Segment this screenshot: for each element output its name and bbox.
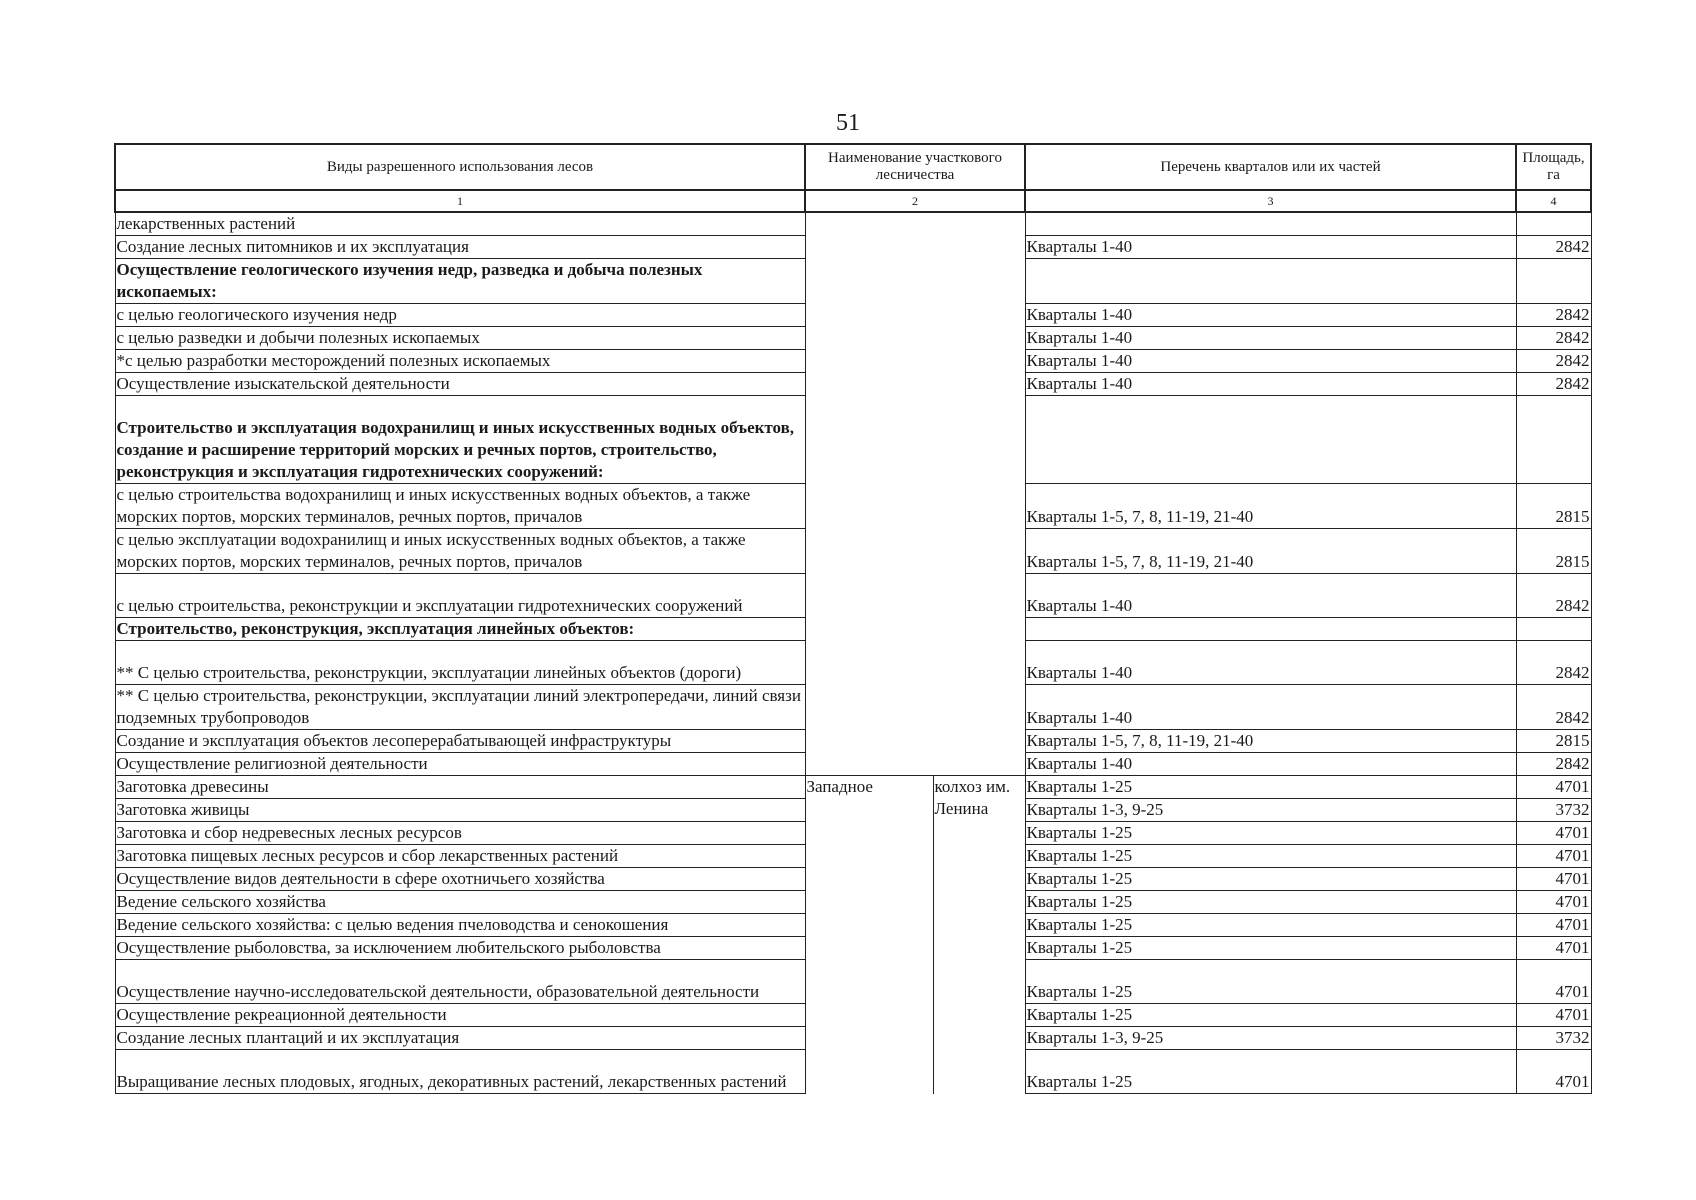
cell-use-kind: Строительство, реконструкция, эксплуатация линейных объектов: bbox=[115, 618, 805, 641]
cell-quarters: Кварталы 1-25 bbox=[1025, 914, 1516, 937]
cell-area: 2842 bbox=[1516, 327, 1591, 350]
cell-area: 4701 bbox=[1516, 868, 1591, 891]
header-num-4: 4 bbox=[1516, 190, 1591, 212]
cell-area: 2815 bbox=[1516, 730, 1591, 753]
header-num-1: 1 bbox=[115, 190, 805, 212]
cell-use-kind: Заготовка древесины bbox=[115, 776, 805, 799]
cell-quarters: Кварталы 1-5, 7, 8, 11-19, 21-40 bbox=[1025, 529, 1516, 574]
cell-area: 2815 bbox=[1516, 484, 1591, 529]
cell-forestry-local: колхоз им. Ленина bbox=[933, 776, 1025, 1094]
cell-quarters: Кварталы 1-5, 7, 8, 11-19, 21-40 bbox=[1025, 484, 1516, 529]
cell-use-kind: Ведение сельского хозяйства bbox=[115, 891, 805, 914]
cell-use-kind: Заготовка пищевых лесных ресурсов и сбор лекарственных растений bbox=[115, 845, 805, 868]
cell-quarters: Кварталы 1-25 bbox=[1025, 776, 1516, 799]
cell-quarters: Кварталы 1-40 bbox=[1025, 350, 1516, 373]
cell-area: 2815 bbox=[1516, 529, 1591, 574]
header-quarters: Перечень кварталов или их частей bbox=[1025, 144, 1516, 190]
cell-quarters: Кварталы 1-5, 7, 8, 11-19, 21-40 bbox=[1025, 730, 1516, 753]
cell-quarters: Кварталы 1-25 bbox=[1025, 891, 1516, 914]
cell-quarters: Кварталы 1-3, 9-25 bbox=[1025, 1027, 1516, 1050]
cell-area: 2842 bbox=[1516, 236, 1591, 259]
cell-area bbox=[1516, 212, 1591, 236]
cell-use-kind: лекарственных растений bbox=[115, 212, 805, 236]
cell-area: 2842 bbox=[1516, 373, 1591, 396]
cell-area bbox=[1516, 259, 1591, 304]
cell-area: 2842 bbox=[1516, 304, 1591, 327]
cell-use-kind: Осуществление научно-исследовательской деятельности, образовательной деятельности bbox=[115, 960, 805, 1004]
cell-use-kind: Создание лесных плантаций и их эксплуатация bbox=[115, 1027, 805, 1050]
table-row bbox=[115, 776, 1591, 799]
cell-area: 4701 bbox=[1516, 937, 1591, 960]
cell-area: 4701 bbox=[1516, 1050, 1591, 1094]
cell-quarters: Кварталы 1-40 bbox=[1025, 373, 1516, 396]
cell-quarters: Кварталы 1-25 bbox=[1025, 868, 1516, 891]
cell-area: 3732 bbox=[1516, 1027, 1591, 1050]
cell-quarters bbox=[1025, 396, 1516, 484]
cell-use-kind: Осуществление религиозной деятельности bbox=[115, 753, 805, 776]
cell-area: 4701 bbox=[1516, 1004, 1591, 1027]
header-forestry: Наименование участкового лесничества bbox=[805, 144, 1025, 190]
cell-area: 2842 bbox=[1516, 350, 1591, 373]
cell-area: 4701 bbox=[1516, 776, 1591, 799]
forest-use-table bbox=[114, 143, 1592, 1094]
cell-use-kind: с целью строительства водохранилищ и иных искусственных водных объектов, а также морских портов, морских терминалов, речных портов, причалов bbox=[115, 484, 805, 529]
cell-quarters bbox=[1025, 212, 1516, 236]
cell-use-kind: Создание лесных питомников и их эксплуатация bbox=[115, 236, 805, 259]
cell-area: 4701 bbox=[1516, 914, 1591, 937]
cell-quarters: Кварталы 1-25 bbox=[1025, 822, 1516, 845]
cell-use-kind: Ведение сельского хозяйства: с целью ведения пчеловодства и сенокошения bbox=[115, 914, 805, 937]
table-row bbox=[115, 212, 1591, 236]
cell-area: 3732 bbox=[1516, 799, 1591, 822]
cell-quarters bbox=[1025, 618, 1516, 641]
cell-use-kind: с целью эксплуатации водохранилищ и иных искусственных водных объектов, а также морских портов, морских терминалов, речных портов, причалов bbox=[115, 529, 805, 574]
cell-use-kind: Осуществление геологического изучения недр, разведка и добыча полезных ископаемых: bbox=[115, 259, 805, 304]
cell-use-kind: с целью разведки и добычи полезных ископаемых bbox=[115, 327, 805, 350]
cell-forestry-district: Западное bbox=[805, 776, 933, 1094]
cell-use-kind: Заготовка живицы bbox=[115, 799, 805, 822]
cell-area: 2842 bbox=[1516, 574, 1591, 618]
cell-forestry-previous bbox=[805, 212, 1025, 776]
cell-use-kind: с целью геологического изучения недр bbox=[115, 304, 805, 327]
cell-quarters: Кварталы 1-3, 9-25 bbox=[1025, 799, 1516, 822]
cell-use-kind: Выращивание лесных плодовых, ягодных, декоративных растений, лекарственных растений bbox=[115, 1050, 805, 1094]
cell-area: 4701 bbox=[1516, 822, 1591, 845]
header-num-3: 3 bbox=[1025, 190, 1516, 212]
cell-quarters: Кварталы 1-25 bbox=[1025, 1004, 1516, 1027]
cell-use-kind: Создание и эксплуатация объектов лесоперерабатывающей инфраструктуры bbox=[115, 730, 805, 753]
cell-use-kind: ** С целью строительства, реконструкции, эксплуатации линий электропередачи, линий связи подземных трубопроводов bbox=[115, 685, 805, 730]
forest-use-table-container bbox=[114, 143, 1590, 1094]
cell-quarters bbox=[1025, 259, 1516, 304]
cell-area: 4701 bbox=[1516, 891, 1591, 914]
cell-area: 4701 bbox=[1516, 845, 1591, 868]
cell-quarters: Кварталы 1-40 bbox=[1025, 641, 1516, 685]
cell-area bbox=[1516, 618, 1591, 641]
cell-quarters: Кварталы 1-40 bbox=[1025, 753, 1516, 776]
cell-quarters: Кварталы 1-40 bbox=[1025, 236, 1516, 259]
cell-use-kind: Осуществление изыскательской деятельности bbox=[115, 373, 805, 396]
cell-area: 2842 bbox=[1516, 641, 1591, 685]
cell-quarters: Кварталы 1-40 bbox=[1025, 304, 1516, 327]
cell-use-kind: Заготовка и сбор недревесных лесных ресурсов bbox=[115, 822, 805, 845]
cell-use-kind: Осуществление рыболовства, за исключением любительского рыболовства bbox=[115, 937, 805, 960]
cell-quarters: Кварталы 1-25 bbox=[1025, 937, 1516, 960]
header-row bbox=[115, 144, 1591, 190]
header-area: Площадь, га bbox=[1516, 144, 1591, 190]
cell-use-kind: с целью строительства, реконструкции и эксплуатации гидротехнических сооружений bbox=[115, 574, 805, 618]
header-kind: Виды разрешенного использования лесов bbox=[115, 144, 805, 190]
table-body bbox=[115, 212, 1591, 1094]
cell-use-kind: Осуществление видов деятельности в сфере охотничьего хозяйства bbox=[115, 868, 805, 891]
header-num-2: 2 bbox=[805, 190, 1025, 212]
cell-use-kind: Строительство и эксплуатация водохранилищ и иных искусственных водных объектов, создание и расширение территорий морских и речных портов, строительство, реконструкция и эксплуатация гидротехнических сооружений: bbox=[115, 396, 805, 484]
cell-area: 4701 bbox=[1516, 960, 1591, 1004]
cell-quarters: Кварталы 1-40 bbox=[1025, 574, 1516, 618]
header-number-row bbox=[115, 190, 1591, 212]
page-number: 51 bbox=[836, 110, 860, 136]
cell-quarters: Кварталы 1-40 bbox=[1025, 327, 1516, 350]
cell-use-kind: ** С целью строительства, реконструкции, эксплуатации линейных объектов (дороги) bbox=[115, 641, 805, 685]
cell-area: 2842 bbox=[1516, 753, 1591, 776]
cell-quarters: Кварталы 1-40 bbox=[1025, 685, 1516, 730]
cell-area bbox=[1516, 396, 1591, 484]
cell-use-kind: *с целью разработки месторождений полезных ископаемых bbox=[115, 350, 805, 373]
cell-quarters: Кварталы 1-25 bbox=[1025, 845, 1516, 868]
cell-quarters: Кварталы 1-25 bbox=[1025, 1050, 1516, 1094]
cell-use-kind: Осуществление рекреационной деятельности bbox=[115, 1004, 805, 1027]
cell-area: 2842 bbox=[1516, 685, 1591, 730]
cell-quarters: Кварталы 1-25 bbox=[1025, 960, 1516, 1004]
